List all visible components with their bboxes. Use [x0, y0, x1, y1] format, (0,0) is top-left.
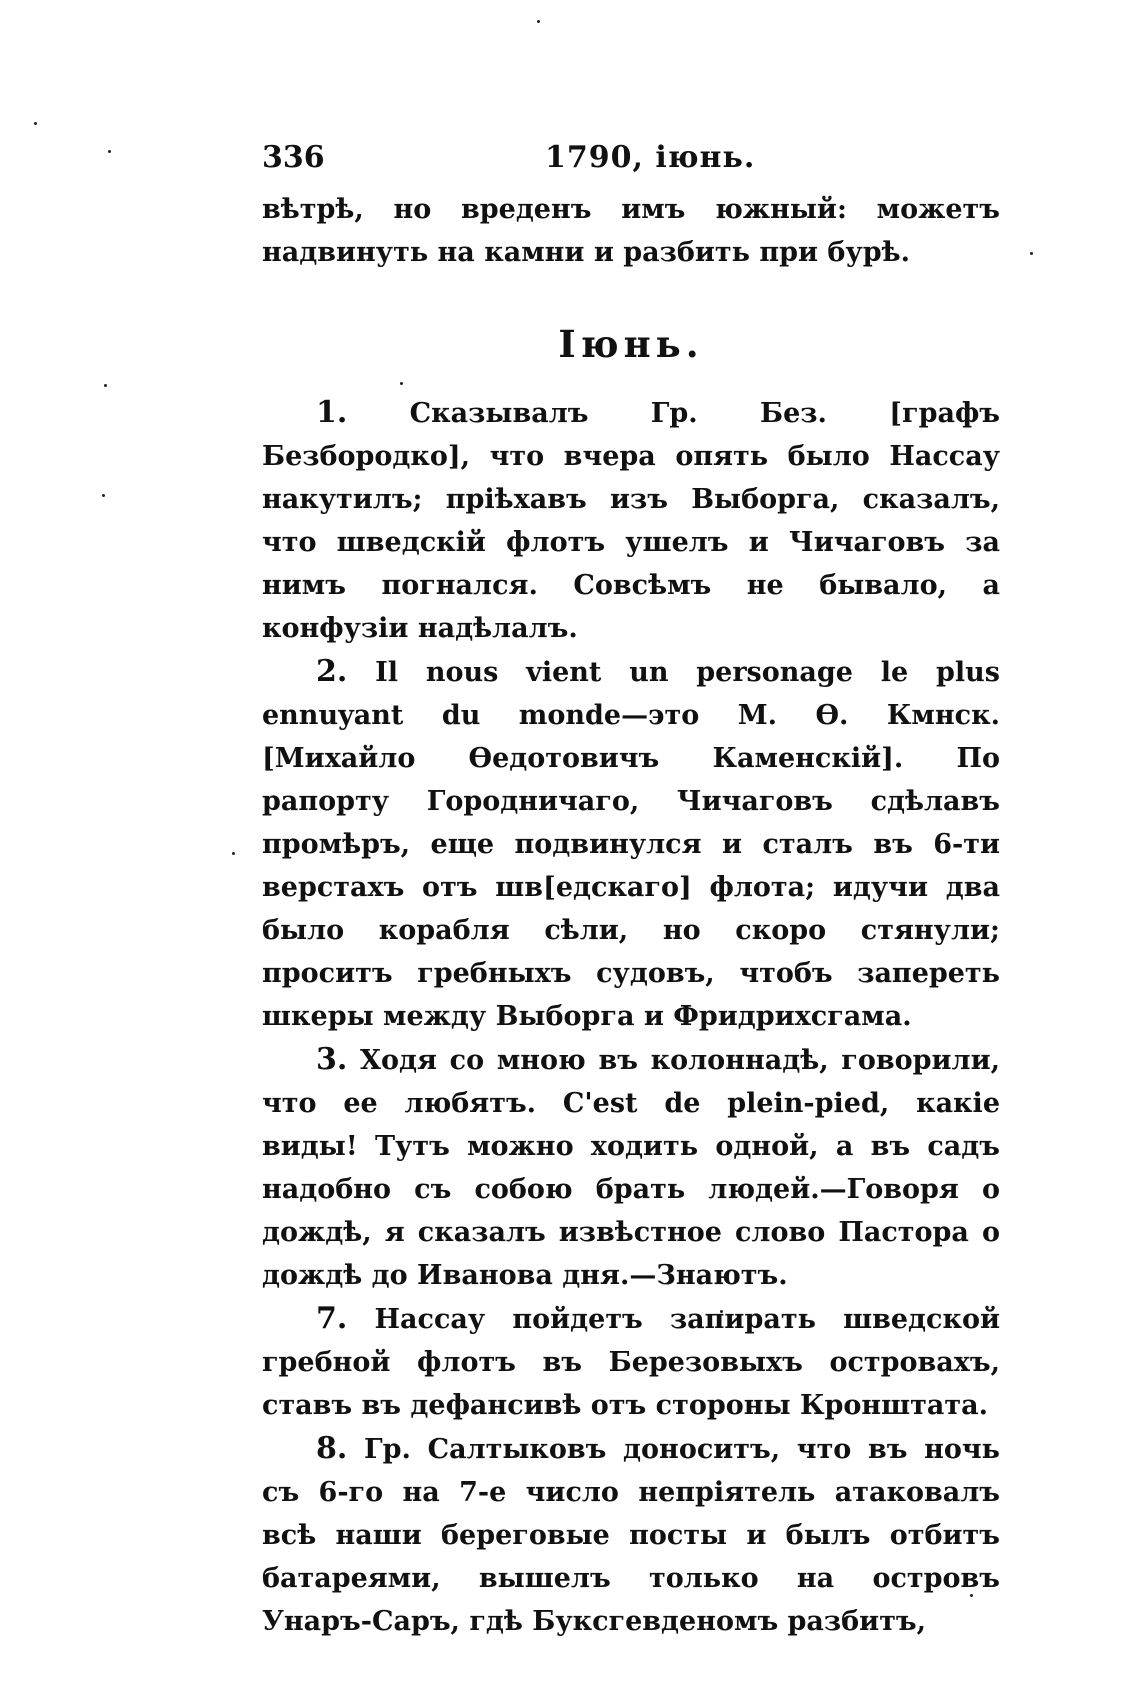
carryover-paragraph: вѣтрѣ, но вреденъ имъ южный: можетъ надвинуть на камни и разбить при бурѣ.	[262, 194, 1000, 268]
scan-speck	[102, 494, 105, 497]
page-number: 336	[262, 140, 325, 175]
scan-speck	[104, 384, 107, 387]
diary-entry	[262, 650, 1000, 1038]
entry-text: Ходя со мною въ колоннадѣ, говорили, что ее любятъ. C'est de plein-pied, какіе виды! Тутъ можно ходить одной, а въ садъ надобно съ собою брать людей.—Говоря о дождѣ, я сказалъ извѣстное слово Пастора о дождѣ до Иванова дня.—Знаютъ.	[262, 1045, 1000, 1291]
book-page	[262, 128, 1000, 1643]
diary-entry	[262, 1427, 1000, 1643]
scan-speck	[34, 122, 37, 125]
page-header	[262, 128, 1000, 178]
entry-number: 2.	[316, 654, 348, 689]
scan-speck	[1030, 252, 1033, 255]
entry-text: Нассау пойдетъ запирать шведской гребной флотъ въ Березовыхъ островахъ, ставъ въ дефансивѣ отъ стороны Кронштата.	[262, 1304, 1000, 1421]
running-head: 1790, іюнь.	[545, 140, 756, 175]
entry-text: Гр. Салтыковъ доноситъ, что въ ночь съ 6-го на 7-е число непріятель атаковалъ всѣ наши береговые посты и былъ отбитъ батареями, вышелъ только на островъ Унаръ-Саръ, гдѣ Буксгевденомъ разбитъ,	[262, 1434, 1000, 1637]
scan-speck	[108, 150, 111, 153]
scan-speck	[537, 20, 540, 23]
scan-speck	[232, 852, 235, 855]
diary-entry	[262, 1038, 1000, 1297]
entry-text: Сказывалъ Гр. Без. [графъ Безбородко], что вчера опять было Нассау накутилъ; пріѣхавъ изъ Выборга, сказалъ, что шведскій флотъ ушелъ и Чичаговъ за нимъ погнался. Совсѣмъ не бывало, а конфузіи надѣлалъ.	[262, 398, 1000, 644]
entry-number: 7.	[316, 1301, 348, 1336]
section-title: Іюнь.	[558, 322, 704, 366]
diary-entry	[262, 1297, 1000, 1427]
entry-number: 3.	[316, 1042, 348, 1077]
diary-entry	[262, 391, 1000, 650]
entry-text: Il nous vient un personage le plus ennuyant du monde—это М. Ѳ. Кмнск. [Михайло Ѳедотовичъ Каменскій]. По рапорту Городничаго, Чичаговъ сдѣлавъ промѣръ, еще подвинулся и сталъ въ 6-ти верстахъ отъ шв[едскаго] флота; идучи два было корабля сѣли, но скоро стянули; проситъ гребныхъ судовъ, чтобъ запереть шкеры между Выборга и Фридрихсгама.	[262, 657, 1000, 1032]
entry-number: 1.	[316, 395, 348, 430]
entry-number: 8.	[316, 1431, 348, 1466]
